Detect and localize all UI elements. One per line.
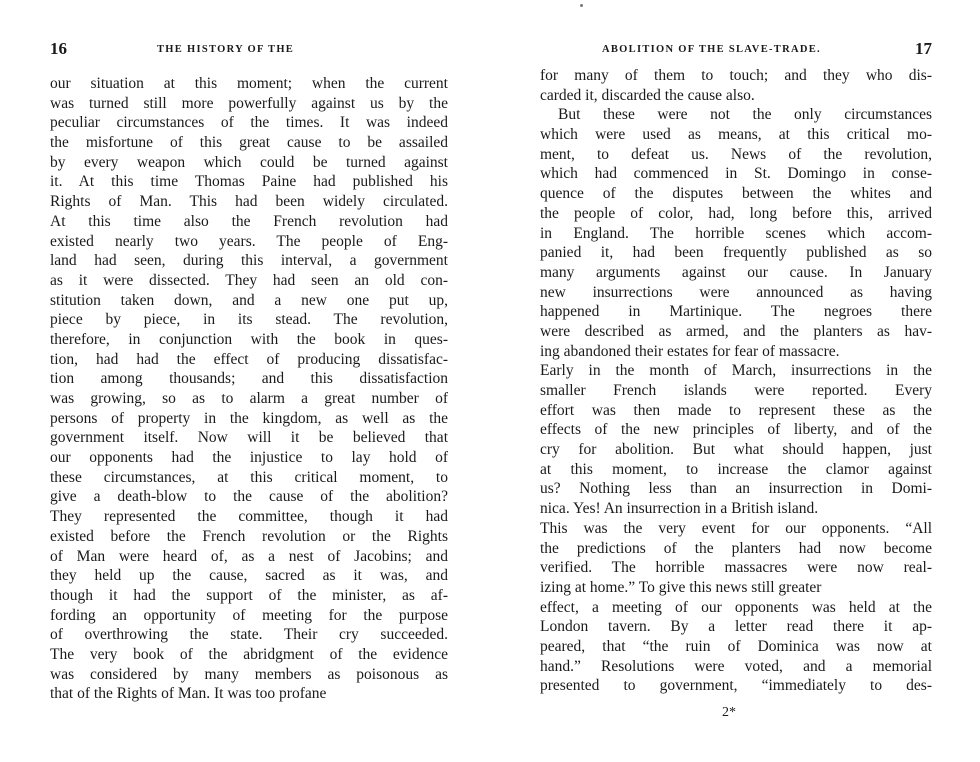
text-line: many arguments against our cause. In January [540,263,932,281]
text-line: which were used as means, at this critical mo- [540,126,932,144]
text-line: was growing, so as to alarm a great number of [50,390,448,407]
text-line: the people of color, had, long before this, arrived [540,204,932,222]
text-line: peared, that “the ruin of Dominica was now at [540,637,932,655]
text-line: effect, a meeting of our opponents was held at the [540,598,932,616]
text-line: they held up the cause, sacred as it was, and [50,567,448,585]
text-line: were described as armed, and the planters as hav- [540,322,932,340]
text-line: at this moment, to increase the clamor against [540,460,932,478]
text-line: This was the very event for our opponents. “All [540,519,932,537]
text-line: effects of the new principles of liberty, and of the [540,421,932,439]
text-line: these circumstances, at this critical moment, to [50,468,448,486]
text-line: verified. The horrible massacres were now real- [540,559,932,577]
right-page-number: 17 [915,39,932,58]
text-line: cry for abolition. But what should happen, just [540,441,932,459]
text-line: panied it, had been frequently published as so [540,244,932,262]
text-line: presented to government, “immediately to des- [540,677,932,695]
left-page-number: 16 [50,39,67,58]
text-line: in England. The horrible scenes which accom- [540,224,932,242]
text-line: piece by piece, in its stead. The revolution, [50,311,448,329]
text-line: hand.” Resolutions were voted, and a memorial [540,657,932,675]
text-line: Early in the month of March, insurrections in the [540,362,932,380]
right-running-head: ABOLITION OF THE SLAVE-TRADE. [602,44,821,55]
text-line: tion, had had the effect of producing dissatisfac- [50,350,448,368]
text-line: fording an opportunity of meeting for the purpose [50,606,448,624]
text-line: though it had the support of the minister, as af- [50,586,448,604]
right-body-text [540,66,932,696]
text-line: therefore, in conjunction with the book in ques- [50,330,448,348]
text-line: give a death-blow to the cause of the abolition? [50,488,448,506]
text-line: was considered by many members as poisonous as [50,665,448,683]
text-line: our opponents had the injustice to lay hold of [50,449,448,467]
text-line: They represented the committee, though it had [50,508,448,526]
text-line: effort was then made to represent these as the [540,401,932,419]
right-page [490,0,980,762]
text-line: the misfortune of this great cause to be assailed [50,134,448,152]
text-line: which had commenced in St. Domingo in conse- [540,165,932,183]
text-line: it. At this time Thomas Paine had published his [50,173,448,191]
text-line: for many of them to touch; and they who dis- [540,67,932,84]
text-line: nica. Yes! An insurrection in a British island. [540,500,819,518]
text-line: existed nearly two years. The people of Eng- [50,232,448,250]
text-line: Rights of Man. This had been widely circulated. [50,193,448,211]
text-line: us? Nothing less than an insurrection in Domi- [540,480,932,498]
text-line: persons of property in the kingdom, as well as the [50,409,448,427]
text-line: ment, to defeat us. News of the revolution, [540,145,932,163]
text-line: smaller French islands were reported. Every [540,382,932,399]
text-line: existed before the French revolution or the Rights [50,527,448,545]
text-line: was turned still more powerfully against us by the [50,94,448,112]
text-line: carded it, discarded the cause also. [540,86,755,104]
text-line: peculiar circumstances of the times. It was indeed [50,114,448,132]
signature-mark: 2* [722,705,736,720]
text-line: happened in Martinique. The negroes there [540,303,932,321]
text-line: the predictions of the planters had now become [540,539,932,557]
text-line: tion among thousands; and this dissatisfaction [50,370,448,388]
left-running-head: THE HISTORY OF THE [157,44,295,55]
text-line: that of the Rights of Man. It was too profane [50,685,327,703]
text-line: ing abandoned their estates for fear of massacre. [540,342,840,360]
text-line: of overthrowing the state. Their cry succeeded. [50,626,448,644]
text-line: London tavern. By a letter read there it ap- [540,618,932,636]
text-line: But these were not the only circumstances [558,106,932,124]
text-line: as it were dissected. They had seen an old con- [50,271,448,289]
text-line: stitution taken down, and a new one put up, [50,291,448,309]
text-line: by every weapon which could be turned against [50,153,448,171]
left-body-text [50,74,448,704]
text-line: quence of the disputes between the whites and [540,185,932,203]
text-line: new insurrections were announced as having [540,283,932,301]
text-line: land had seen, during this interval, a government [50,252,448,270]
text-line: of Man were heard of, as a nest of Jacobins; and [50,547,448,565]
text-line: izing at home.” To give this news still greater [540,578,822,596]
text-line: The very book of the abridgment of the evidence [50,645,448,663]
text-line: At this time also the French revolution had [50,212,448,230]
text-line: our situation at this moment; when the current [50,75,448,92]
text-line: government itself. Now will it be believed that [50,429,448,447]
